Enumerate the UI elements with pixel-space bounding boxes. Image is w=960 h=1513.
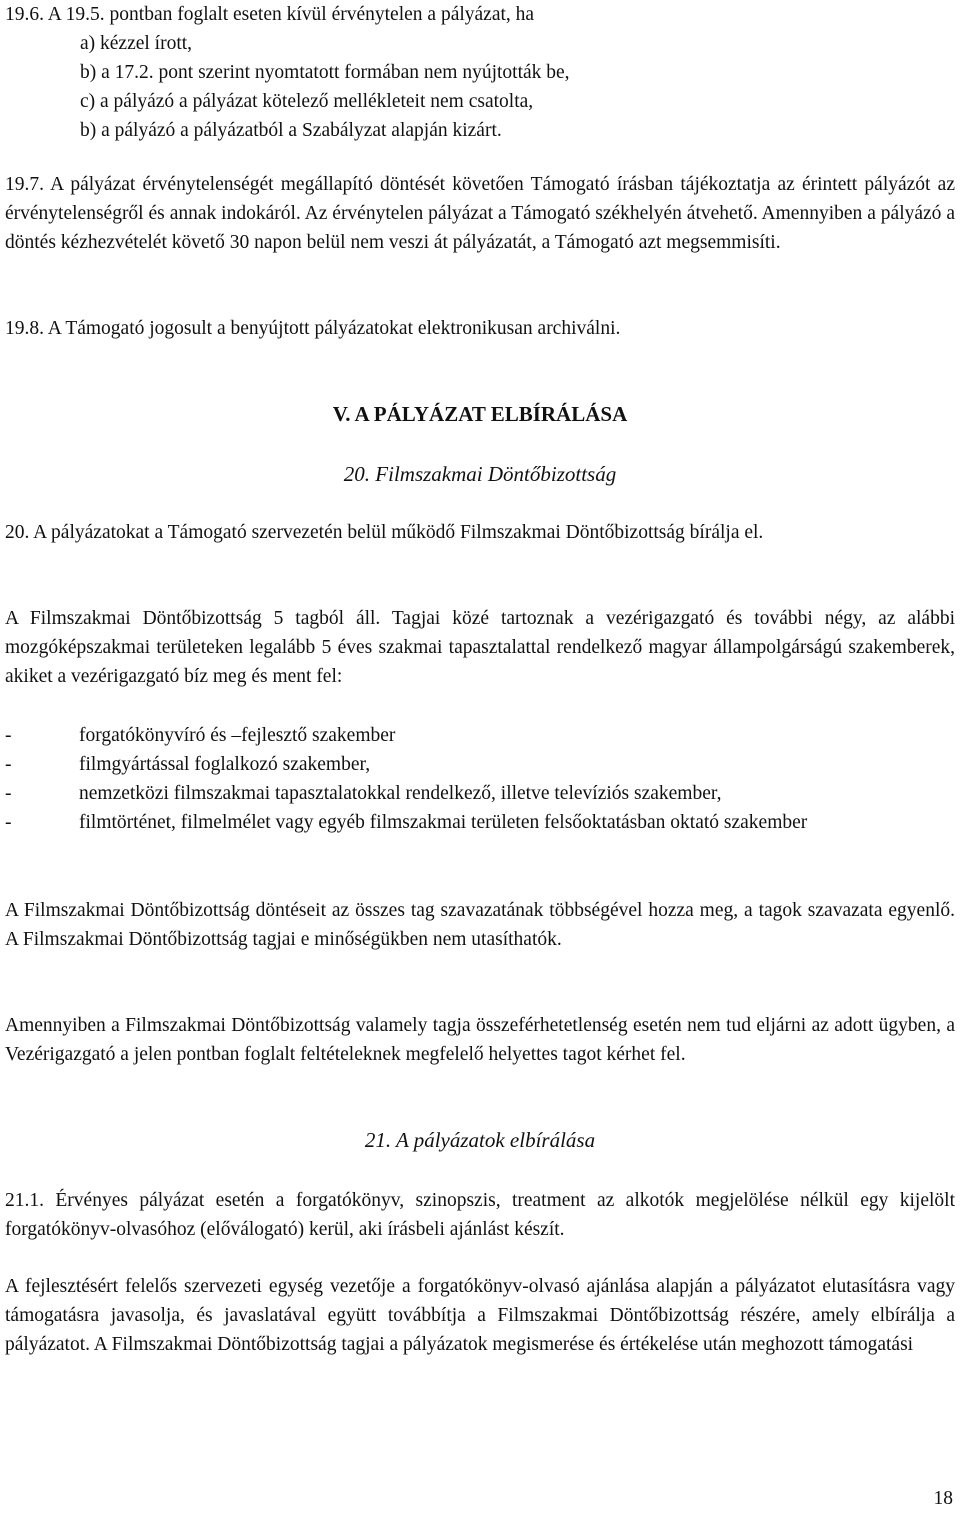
section-19-7: 19.7. A pályázat érvénytelenségét megállapító döntését követően Támogató írásban tájékoztatja az érintett pályázót az érvénytelenségről és annak indokáról. Az érvénytelen pályázat a Támogató székhelyén átvehető. Amennyiben a pályázó a döntés kézhezvételét követő 30 napon belül nem veszi át pályázatát, a Támogató azt megsemmisíti. [5,174,955,253]
section-20-paragraph-1: 20. A pályázatokat a Támogató szervezetén belül működő Filmszakmai Döntőbizottság bírálja el. [5,522,764,543]
list-item [5,750,955,779]
chapter-title: V. A PÁLYÁZAT ELBÍRÁLÁSA [332,402,628,426]
list-item [5,808,955,837]
dash-marker: - [5,754,12,775]
list-item-text: nemzetközi filmszakmai tapasztalatokkal rendelkező, illetve televíziós szakember, [79,783,722,804]
page-number: 18 [933,1488,953,1509]
dash-marker: - [5,783,12,804]
section-19-8: 19.8. A Támogató jogosult a benyújtott pályázatokat elektronikusan archiválni. [5,318,621,339]
section-19-6 [5,0,955,145]
dash-marker: - [5,812,12,833]
dash-marker: - [5,725,12,746]
member-list [5,721,955,837]
section-19-6-item-c: c) a pályázó a pályázat kötelező mellékleteit nem csatolta, [80,91,534,112]
section-20-paragraph-3: A Filmszakmai Döntőbizottság döntéseit az összes tag szavazatának többségével hozza meg, a tagok szavazata egyenlő. A Filmszakmai Döntőbizottság tagjai e minőségükben nem utasíthatók. [5,900,955,950]
list-item [5,721,955,750]
section-19-6-item-a: a) kézzel írott, [80,33,193,54]
section-19-6-intro: 19.6. A 19.5. pontban foglalt eseten kívül érvénytelen a pályázat, ha [5,4,535,25]
list-item-text: forgatókönyvíró és –fejlesztő szakember [79,725,396,746]
section-21-title: 21. A pályázatok elbírálása [364,1128,596,1152]
list-item [5,779,955,808]
section-21-1: 21.1. Érvényes pályázat esetén a forgatókönyv, szinopszis, treatment az alkotók megjelölése nélkül egy kijelölt forgatókönyv-olvasóhoz (előválogató) kerül, aki írásbeli ajánlást készít. [5,1190,955,1240]
section-19-6-item-b: b) a 17.2. pont szerint nyomtatott formában nem nyújtották be, [80,62,570,83]
section-21-paragraph-2: A fejlesztésért felelős szervezeti egység vezetője a forgatókönyv-olvasó ajánlása alapján a pályázatot elutasításra vagy támogatásra javasolja, és javaslatával együtt továbbítja a Filmszakmai Döntőbizottság részére, amely elbírálja a pályázatot. A Filmszakmai Döntőbizottság tagjai a pályázatok megismerése és értékelése után meghozott támogatási [5,1276,955,1355]
list-item-text: filmgyártással foglalkozó szakember, [79,754,371,775]
section-20-paragraph-4: Amennyiben a Filmszakmai Döntőbizottság valamely tagja összeférhetetlenség esetén nem tud eljárni az adott ügyben, a Vezérigazgató a jelen pontban foglalt feltételeknek megfelelő helyettes tagot kérhet fel. [5,1015,955,1065]
section-19-6-item-d: b) a pályázó a pályázatból a Szabályzat alapján kizárt. [80,120,502,141]
section-20-paragraph-2: A Filmszakmai Döntőbizottság 5 tagból áll. Tagjai közé tartoznak a vezérigazgató és további négy, az alábbi mozgóképszakmai területeken legalább 5 éves szakmai tapasztalattal rendelkező magyar állampolgárságú szakemberek, akiket a vezérigazgató bíz meg és ment fel: [5,608,955,687]
section-20-title: 20. Filmszakmai Döntőbizottság [343,462,617,486]
list-item-text: filmtörténet, filmelmélet vagy egyéb filmszakmai területen felsőoktatásban oktató szakember [79,812,808,833]
